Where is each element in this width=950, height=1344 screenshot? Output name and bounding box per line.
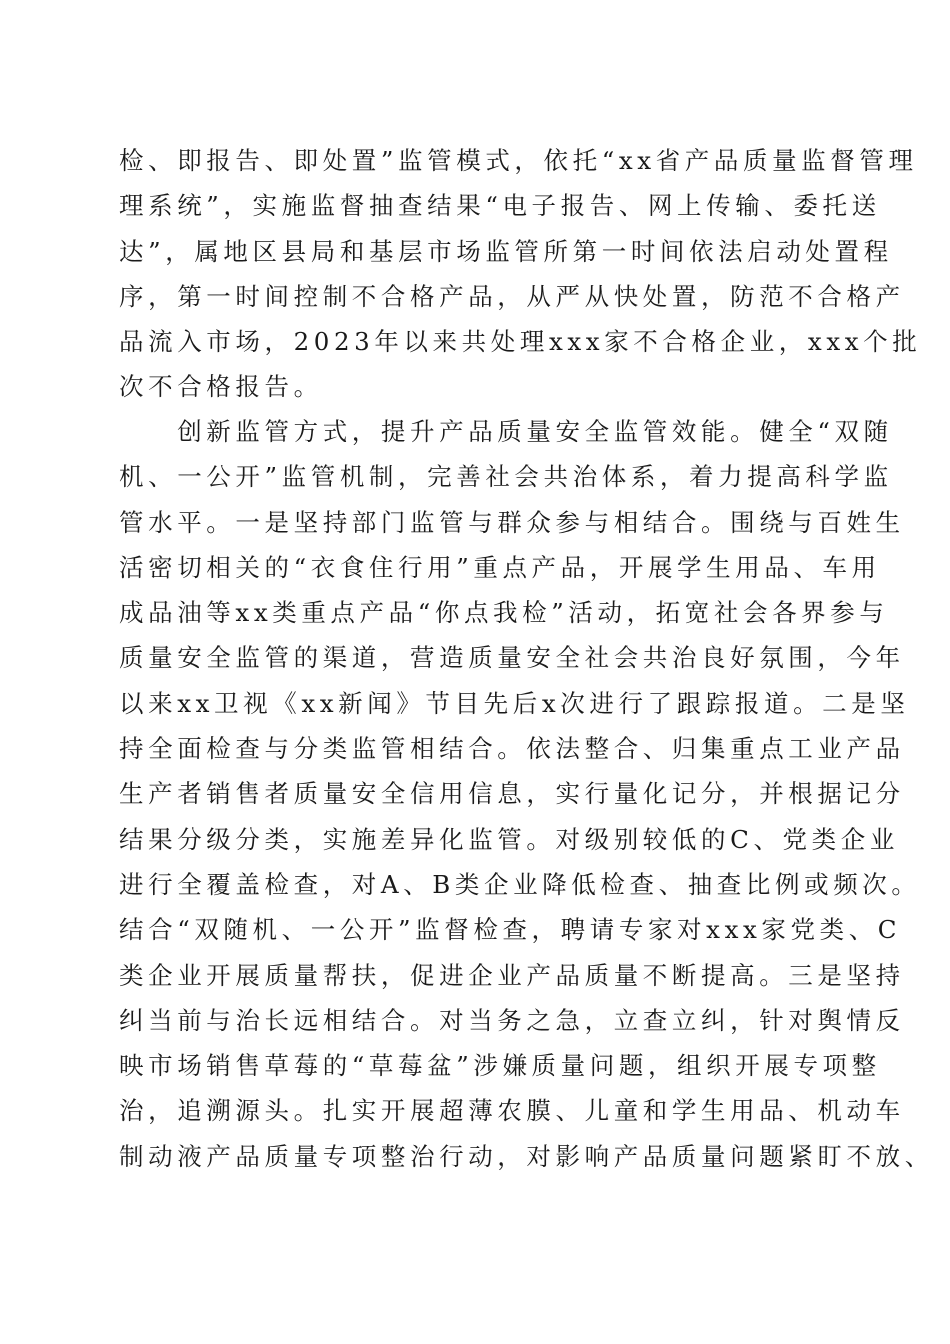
text-line: 活密切相关的“衣食住行用”重点产品，开展学生用品、车用 xyxy=(119,552,881,582)
text-line: 纠当前与治长远相结合。对当务之急，立查立纠，针对舆情反 xyxy=(119,1005,905,1035)
text-line: 质量安全监管的渠道，营造质量安全社会共治良好氛围，今年 xyxy=(119,643,905,673)
text-line: 映市场销售草莓的“草莓盆”涉嫌质量问题，组织开展专项整 xyxy=(119,1051,881,1081)
text-line: 次不合格报告。 xyxy=(119,372,323,402)
text-line: 结合“双随机、一公开”监督检查，聘请专家对xxx家党类、C xyxy=(119,915,902,945)
text-line: 以来xx卫视《xx新闻》节目先后x次进行了跟踪报道。二是坚 xyxy=(119,688,910,718)
text-line: 成品油等xx类重点产品“你点我检”活动，拓宽社会各界参与 xyxy=(119,598,889,628)
text-line: 理系统”，实施监督抽查结果“电子报告、网上传输、委托送 xyxy=(119,191,881,221)
text-line: 类企业开展质量帮扶，促进企业产品质量不断提高。三是坚持 xyxy=(119,960,905,990)
text-line: 治，追溯源头。扎实开展超薄农膜、儿童和学生用品、机动车 xyxy=(119,1096,905,1126)
text-line: 持全面检查与分类监管相结合。依法整合、归集重点工业产品 xyxy=(119,734,905,764)
text-line: 进行全覆盖检查，对A、B类企业降低检查、抽查比例或频次。 xyxy=(119,869,921,899)
text-line: 品流入市场，2023年以来共处理xxx家不合格企业，xxx个批 xyxy=(119,327,922,357)
text-line: 达”，属地区县局和基层市场监管所第一时间依法启动处置程 xyxy=(119,236,893,266)
text-line: 机、一公开”监管机制，完善社会共治体系，着力提高科学监 xyxy=(119,462,893,492)
paragraph-continued xyxy=(119,138,922,410)
paragraph-innovate-supervision xyxy=(119,409,934,1179)
text-line: 序，第一时间控制不合格产品，从严从快处置，防范不合格产 xyxy=(119,281,905,311)
text-line: 创新监管方式，提升产品质量安全监管效能。健全“双随 xyxy=(119,417,893,446)
text-line: 制动液产品质量专项整治行动，对影响产品质量问题紧盯不放、 xyxy=(119,1141,934,1171)
text-line: 结果分级分类，实施差异化监管。对级别较低的C、党类企业 xyxy=(119,824,899,854)
text-line: 检、即报告、即处置”监管模式，依托“xx省产品质量监督管理 xyxy=(119,146,918,175)
text-line: 管水平。一是坚持部门监管与群众参与相结合。围绕与百姓生 xyxy=(119,507,905,537)
text-line: 生产者销售者质量安全信用信息，实行量化记分，并根据记分 xyxy=(119,779,905,809)
